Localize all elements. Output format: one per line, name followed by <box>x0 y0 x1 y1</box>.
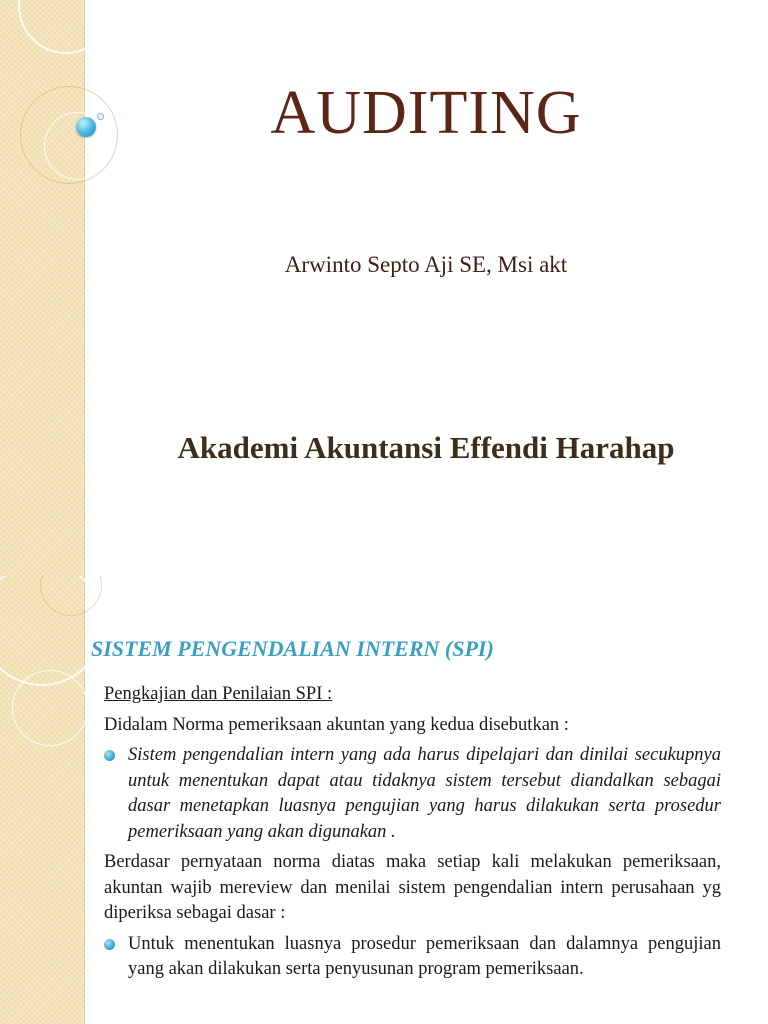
body-paragraph: Berdasar pernyataan norma diatas maka setiap kali melakukan pemeriksaan, akuntan wajib mereview dan menilai sistem pengendalian intern perusahaan yg diperiksa sebagai dasar : <box>104 852 721 923</box>
slide-title: AUDITING <box>270 79 582 147</box>
subheading: Pengkajian dan Penilaian SPI : <box>104 684 333 704</box>
list-item: Untuk menentukan luasnya prosedur pemeriksaan dan dalamnya pengujian yang akan dilakukan serta penyusunan program pemeriksaan. <box>104 932 721 983</box>
content-slide <box>0 576 768 1024</box>
slide-body <box>104 682 721 988</box>
author-name: Arwinto Septo Aji SE, Msi akt <box>284 252 568 277</box>
institution-name: Akademi Akuntansi Effendi Harahap <box>177 430 675 465</box>
intro-text: Didalam Norma pemeriksaan akuntan yang kedua disebutkan : <box>104 714 569 735</box>
quote-bullet: Sistem pengendalian intern yang ada harus dipelajari dan dinilai secukupnya untuk menentukan dapat atau tidaknya sistem tersebut diandalkan sebagai dasar menetapkan luasnya pengujian yang harus dilakukan serta prosedur pemeriksaan yang akan digunakan . <box>104 743 721 845</box>
decorative-side-band <box>0 0 85 576</box>
section-heading: SISTEM PENGENDALIAN INTERN (SPI) <box>91 636 494 661</box>
decorative-side-band <box>0 576 85 1024</box>
